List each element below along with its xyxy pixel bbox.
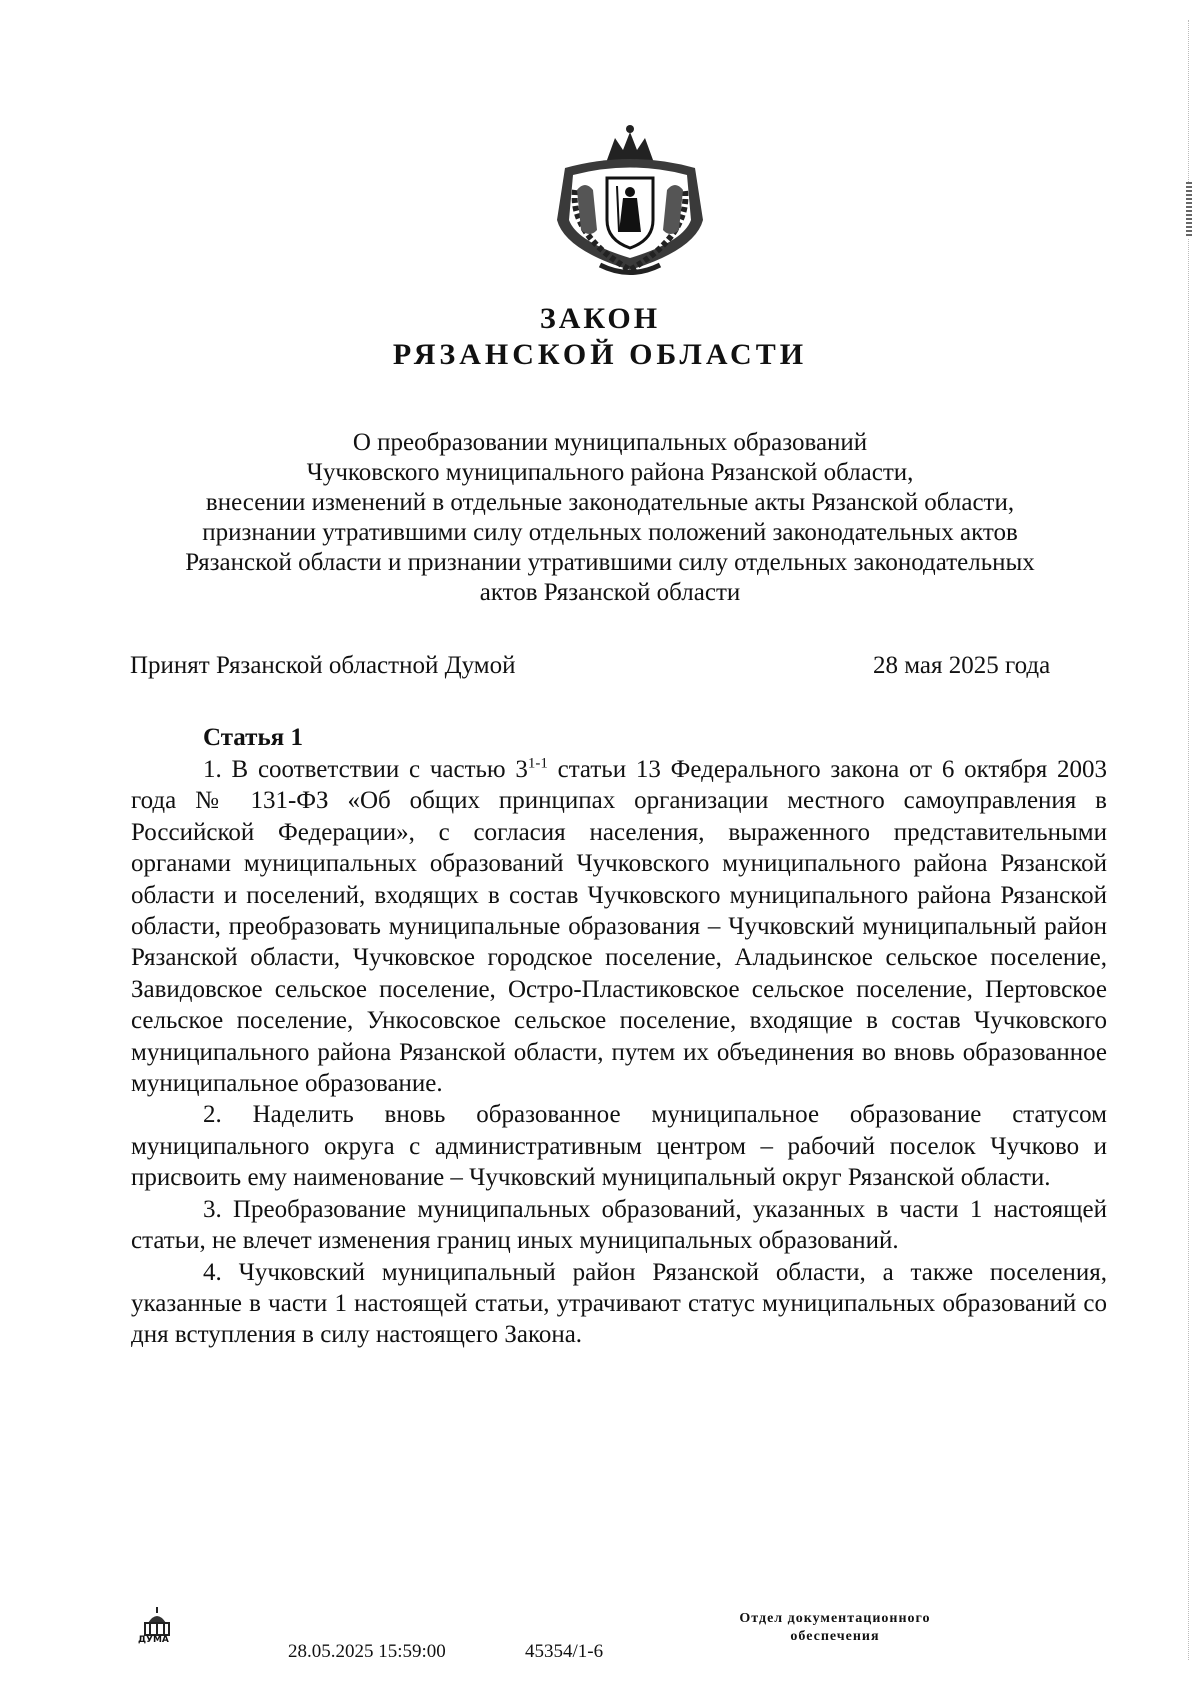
- subject-line: Чучковского муниципального района Рязанской области,: [306, 459, 914, 486]
- article-heading: Статья 1: [203, 724, 303, 751]
- adoption-date: 28 мая 2025 года: [873, 652, 1051, 679]
- adopted-by: Принят Рязанской областной Думой: [130, 652, 516, 679]
- subject-line: внесении изменений в отдельные законодательные акты Рязанской области,: [205, 489, 1015, 516]
- subject-line: О преобразовании муниципальных образований: [352, 429, 868, 456]
- department-stamp-line: обеспечения: [790, 1629, 880, 1644]
- article-body: [131, 754, 1107, 1351]
- article-paragraph-1: [131, 754, 1107, 1099]
- department-stamp-line: Отдел документационного: [739, 1611, 931, 1626]
- article-paragraph-4: 4. Чучковский муниципальный район Рязанской области, а также поселения, указанные в части 1 настоящей статьи, утрачивают статус муниципальных образований со дня вступления в силу настоящего Закона.: [131, 1258, 1107, 1349]
- duma-logo-text: ДУМА: [138, 1635, 169, 1645]
- paragraph-text: статьи 13 Федерального закона от 6 октября 2003 года № 131-ФЗ «Об общих принципах организации местного самоуправления в Российской Федерации», с согласия населения, выраженного представительными органами муниципальных образований Чучковского муниципального района Рязанской области и поселений, входящих в состав Чучковского муниципального района Рязанской области, преобразовать муниципальные образования – Чучковский муниципальный район Рязанской области, Чучковское городское поселение, Аладьинское сельское поселение, Завидовское сельское поселение, Остро-Пластиковское сельское поселение, Пертовское сельское поселение, Ункосовское сельское поселение, входящие в состав Чучковского муниципального района Рязанской области, путем их объединения во вновь образованное муниципальное образование.: [131, 756, 1107, 1098]
- scan-mark: [1186, 182, 1192, 238]
- subject-line: Рязанской области и признании утратившими силу отдельных законодательных: [185, 549, 1035, 576]
- superscript: 1-1: [527, 755, 548, 772]
- paragraph-text: 1. В соответствии с частью 3: [203, 756, 528, 783]
- registration-timestamp: 28.05.2025 15:59:00: [288, 1641, 446, 1662]
- law-region-title: РЯЗАНСКОЙ ОБЛАСТИ: [392, 338, 808, 371]
- coat-of-arms-emblem: [545, 120, 715, 285]
- law-title: ЗАКОН: [539, 302, 661, 335]
- article-paragraph-3: 3. Преобразование муниципальных образований, указанных в части 1 настоящей статьи, не влечет изменения границ иных муниципальных образований.: [131, 1195, 1107, 1255]
- document-number: 45354/1-6: [525, 1641, 604, 1662]
- scan-edge-line: [1188, 20, 1191, 1660]
- subject-line: признании утратившими силу отдельных положений законодательных актов: [202, 519, 1018, 546]
- law-subject: [130, 428, 1090, 608]
- article-paragraph-2: 2. Наделить вновь образованное муниципальное образование статусом муниципального округа с административным центром – рабочий поселок Чучково и присвоить ему наименование – Чучковский муниципальный округ Рязанской области.: [131, 1101, 1107, 1192]
- department-stamp: [695, 1610, 975, 1646]
- subject-line: актов Рязанской области: [479, 579, 741, 606]
